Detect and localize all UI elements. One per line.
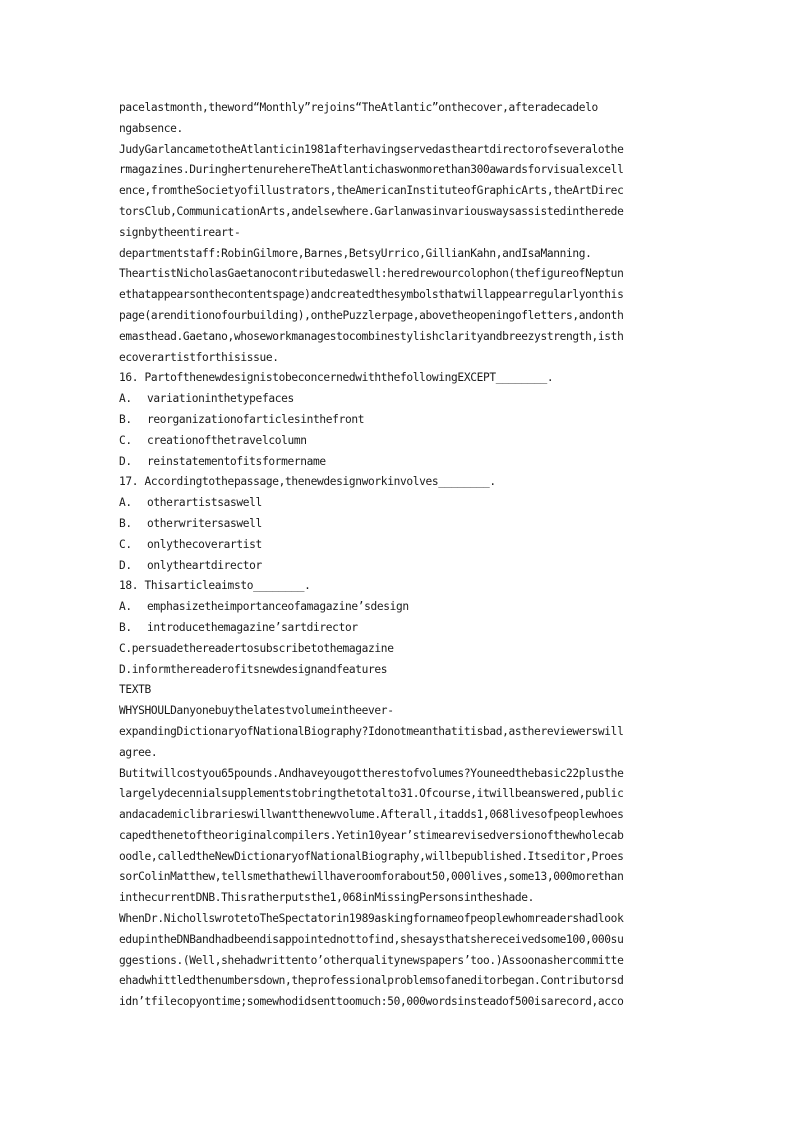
answer-option-c — [119, 431, 675, 452]
answer-option-d: D.informthereaderofitsnewdesignandfeatures — [119, 662, 388, 676]
paragraph-line: ehadwhittledthenumbersdown,theprofessionalproblemsofaneditorbegan.Contributorsd — [119, 974, 624, 988]
answer-option-c — [119, 535, 675, 556]
option-text: reorganizationofarticlesinthefront — [147, 412, 365, 426]
answer-option-a — [119, 389, 675, 410]
option-text: emphasizetheimportanceofamagazine’sdesign — [147, 600, 409, 614]
question-17 — [119, 472, 675, 576]
paragraph-line: signbytheentireart- — [119, 225, 241, 239]
paragraph-line: WHYSHOULDanyonebuythelatestvolumeintheever- — [119, 704, 394, 718]
option-label: A. — [119, 600, 132, 614]
option-label: C. — [119, 537, 132, 551]
paragraph-line: ecoverartistforthisissue. — [119, 350, 279, 364]
answer-option-b — [119, 514, 675, 535]
passage-text-a — [119, 98, 675, 368]
paragraph-line: largelydecennialsupplementstobringthetotalto31.Ofcourse,itwillbeanswered,public — [119, 787, 624, 801]
option-label: B. — [119, 516, 132, 530]
question-18 — [119, 576, 675, 680]
paragraph-line: idn’tfilecopyontime;somewhodidsenttoomuch:50,000wordsinsteadof500isarecord,acco — [119, 995, 624, 1009]
paragraph-line: inthecurrentDNB.Thisratherputsthe1,068inMissingPersonsintheshade. — [119, 891, 535, 905]
paragraph-line: agree. — [119, 745, 158, 759]
paragraph-line: WhenDr.NichollswrotetoTheSpectatorin1989askingfornameofpeoplewhomreadershadlook — [119, 912, 624, 926]
paragraph-line: Butitwillcostyou65pounds.Andhaveyougottherestofvolumes?Youneedthebasic22plusthe — [119, 766, 624, 780]
question-16 — [119, 368, 675, 472]
option-label: C. — [119, 433, 132, 447]
paragraph-line: page(arenditionofourbuilding),onthePuzzlerpage,abovetheopeningofletters,andonth — [119, 308, 624, 322]
question-stem: 18. Thisarticleaimsto________. — [119, 579, 311, 593]
paragraph-line: ethatappearsonthecontentspage)andcreatedthesymbolsthatwillappearregularlyonthis — [119, 288, 624, 302]
question-stem: 16. PartofthenewdesignistobeconcernedwiththefollowingEXCEPT________. — [119, 371, 554, 385]
paragraph-line: rmagazines.DuringhertenurehereTheAtlantichaswonmorethan300awardsforvisualexcell — [119, 163, 624, 177]
answer-option-d — [119, 452, 675, 473]
answer-option-c: C.persuadethereadertosubscribetothemagazine — [119, 641, 394, 655]
paragraph-line: torsClub,CommunicationArts,andelsewhere.Garlanwasinvariouswaysassistedintherede — [119, 204, 624, 218]
option-text: reinstatementofitsformername — [147, 454, 326, 468]
paragraph-line: sorColinMatthew,tellsmethathewillhaveroomforabout50,000lives,some13,000morethan — [119, 870, 624, 884]
paragraph-line: JudyGarlancametotheAtlanticin1981afterhavingservedastheartdirectorofseveralothe — [119, 142, 624, 156]
section-heading: TEXTB — [119, 683, 151, 697]
option-text: introducethemagazine’sartdirector — [147, 620, 358, 634]
paragraph-line: andacademiclibrarieswillwantthenewvolume.Afterall,itadds1,068livesofpeoplewhoes — [119, 808, 624, 822]
option-label: A. — [119, 392, 132, 406]
paragraph-line: pacelastmonth,theword“Monthly”rejoins“TheAtlantic”onthecover,afteradecadelo — [119, 101, 598, 114]
paragraph-line: departmentstaff:RobinGilmore,Barnes,BetsyUrrico,GillianKahn,andIsaManning. — [119, 246, 592, 260]
paragraph-line: ngabsence. — [119, 121, 183, 135]
option-label: B. — [119, 412, 132, 426]
option-text: onlytheartdirector — [147, 558, 262, 572]
option-text: creationofthetravelcolumn — [147, 433, 307, 447]
answer-option-a — [119, 493, 675, 514]
question-stem: 17. Accordingtothepassage,thenewdesignworkinvolves________. — [119, 475, 496, 489]
answer-option-b — [119, 410, 675, 431]
option-text: otherwritersaswell — [147, 516, 262, 530]
answer-option-a — [119, 597, 675, 618]
paragraph-line: TheartistNicholasGaetanocontributedaswell:heredrewourcolophon(thefigureofNeptun — [119, 267, 624, 281]
paragraph-line: expandingDictionaryofNationalBiography?Idonotmeanthatitisbad,asthereviewerswill — [119, 724, 624, 738]
option-label: D. — [119, 558, 132, 572]
paragraph-line: ggestions.(Well,shehadwrittento’otherqualitynewspapers’too.)Assoonashercommitte — [119, 953, 624, 967]
option-text: otherartistsaswell — [147, 496, 262, 510]
option-label: A. — [119, 496, 132, 510]
option-text: variationinthetypefaces — [147, 392, 294, 406]
paragraph-line: capedthenetoftheoriginalcompilers.Yetin10year’stimearevisedversionofthewholecab — [119, 828, 624, 842]
paragraph-line: edupintheDNBandhadbeendisappointednottofind,shesaysthatshereceivedsome100,000su — [119, 932, 624, 946]
option-label: D. — [119, 454, 132, 468]
answer-option-b — [119, 618, 675, 639]
paragraph-line: emasthead.Gaetano,whoseworkmanagestocombinestylishclarityandbreezystrength,isth — [119, 329, 624, 343]
document-page — [119, 98, 675, 1013]
option-text: onlythecoverartist — [147, 537, 262, 551]
paragraph-line: ence,fromtheSocietyofillustrators,theAmericanInstituteofGraphicArts,theArtDirec — [119, 184, 624, 198]
answer-option-d — [119, 556, 675, 577]
paragraph-line: oodle,calledtheNewDictionaryofNationalBiography,willbepublished.Itseditor,Proes — [119, 849, 624, 863]
option-label: B. — [119, 620, 132, 634]
passage-text-b — [119, 680, 675, 1013]
